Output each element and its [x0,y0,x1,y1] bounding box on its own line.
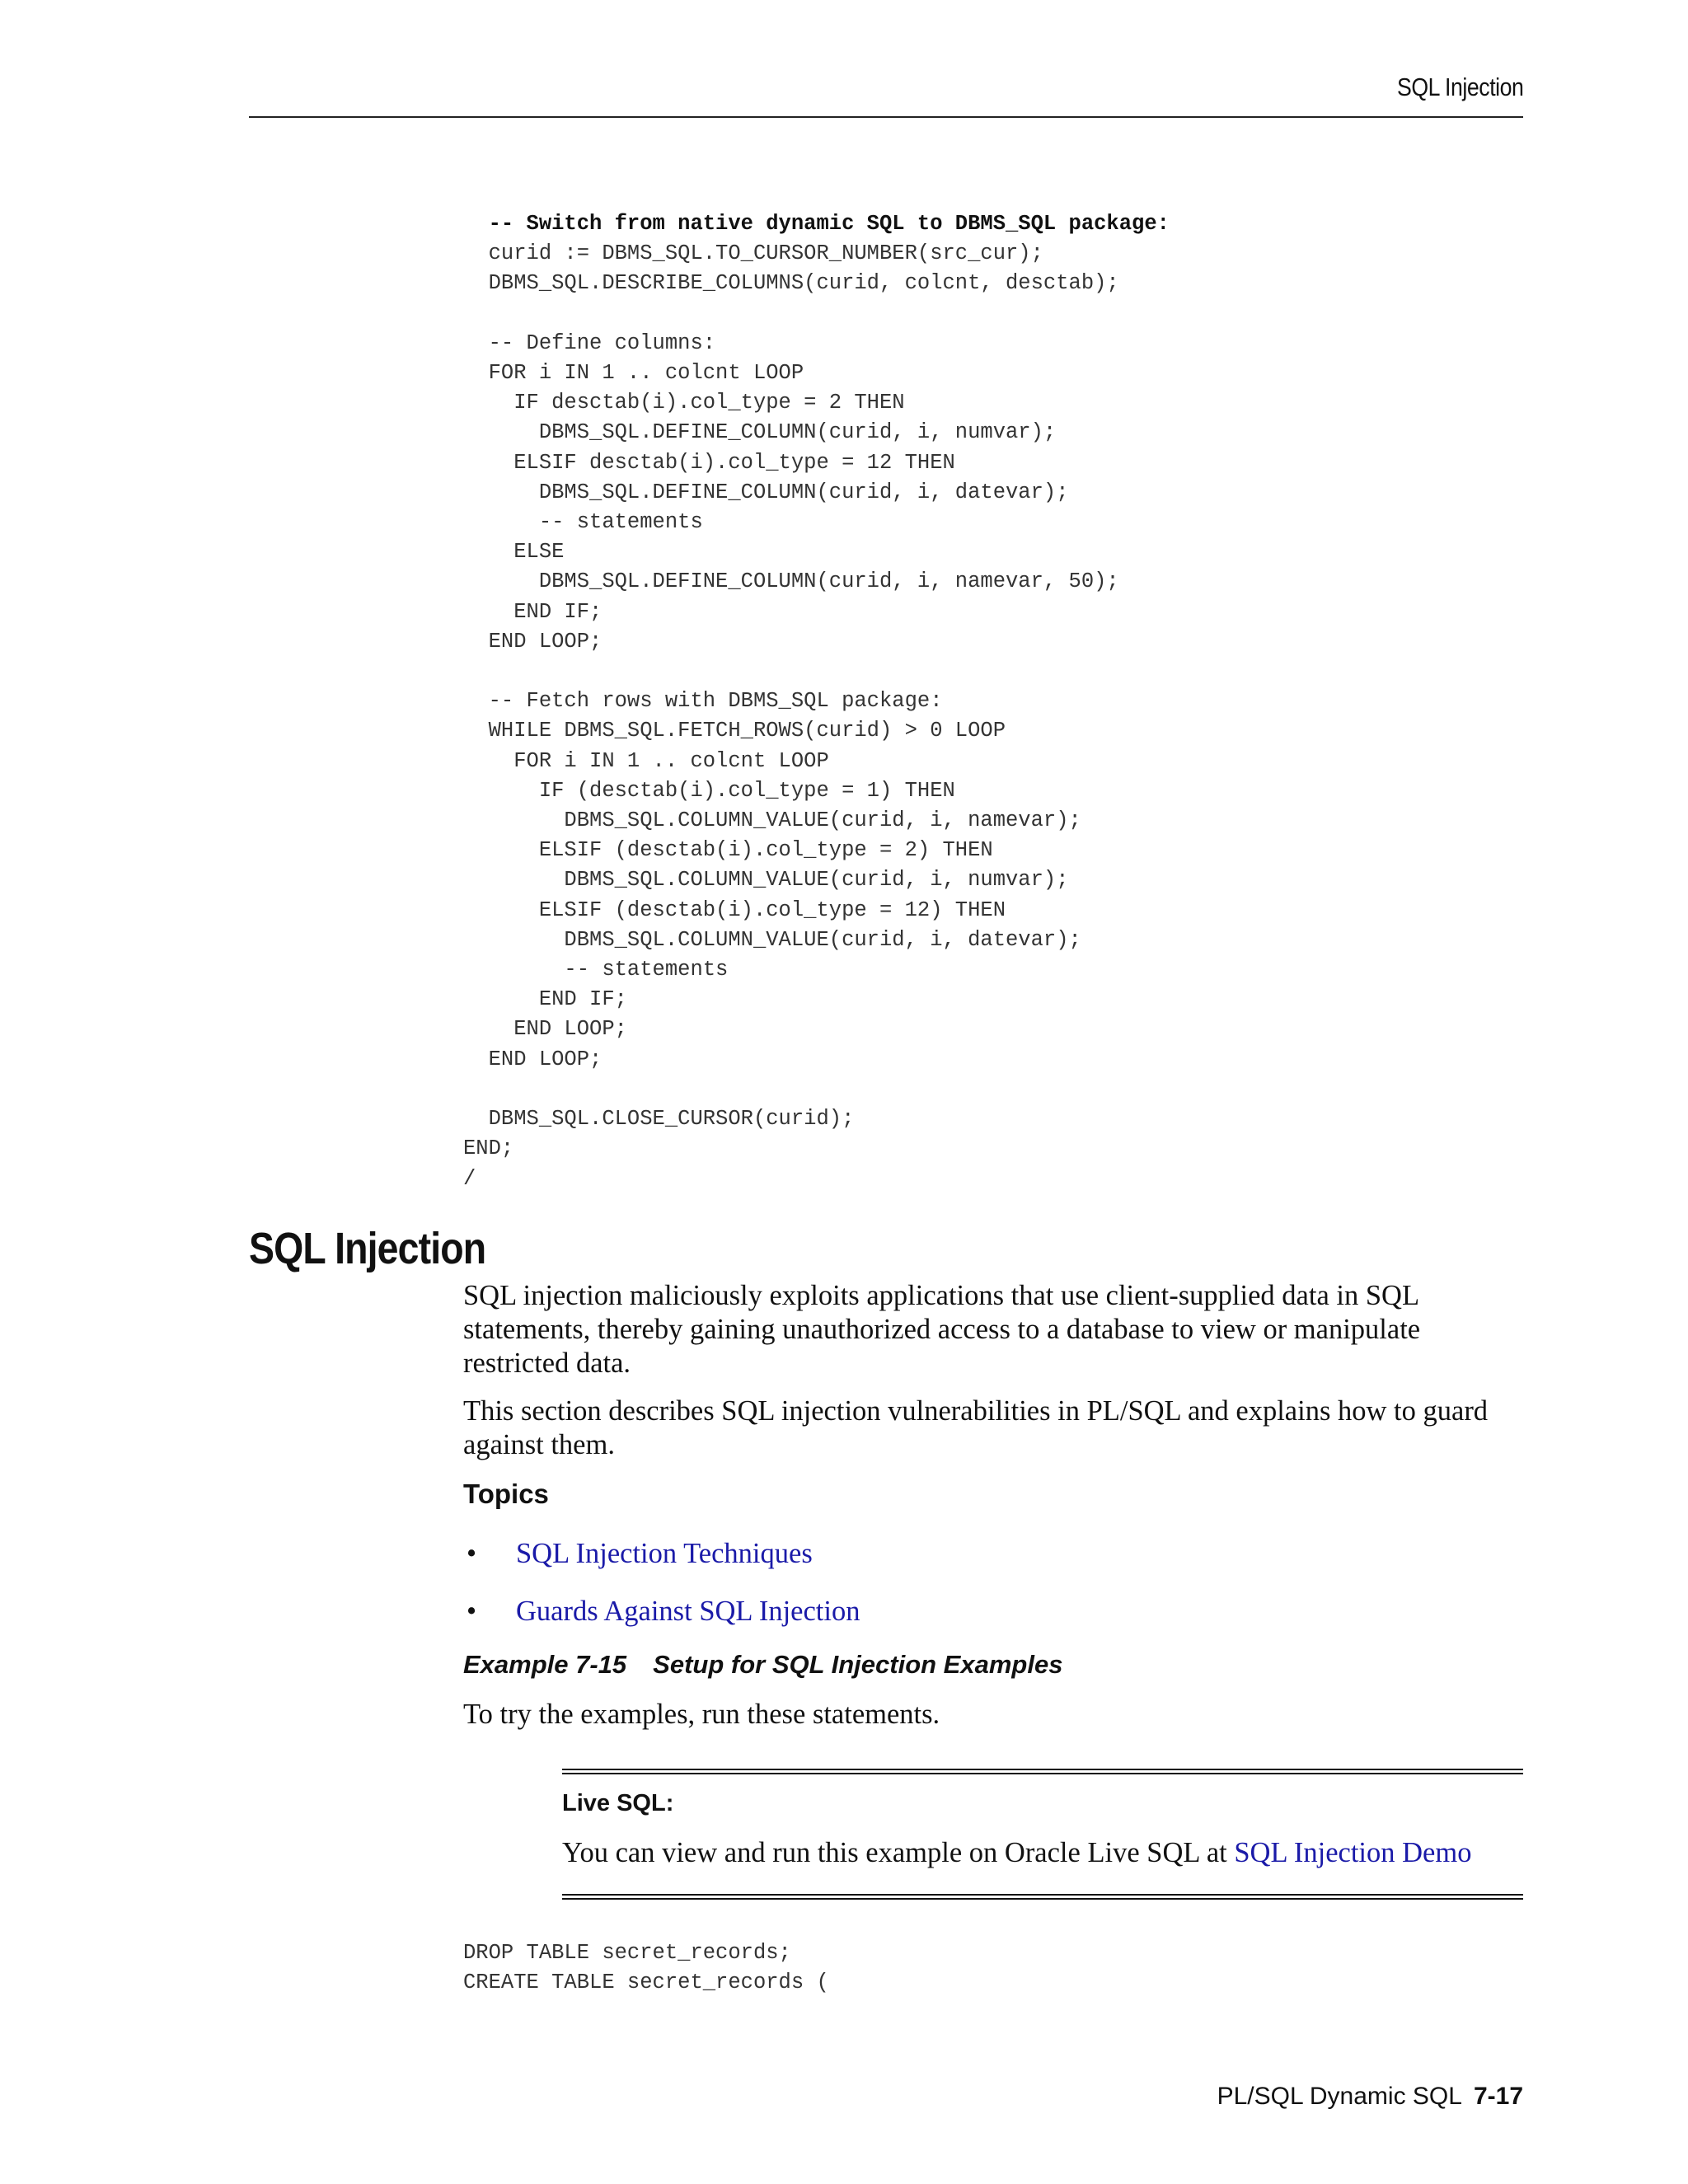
note-text [562,1836,1471,1870]
live-sql-note [562,1769,1523,1902]
page-footer [1217,2083,1523,2111]
example-caption [463,1650,1062,1680]
link-sql-injection-demo[interactable]: SQL Injection Demo [1234,1837,1472,1868]
example-title: Setup for SQL Injection Examples [653,1650,1063,1679]
code-body: curid := DBMS_SQL.TO_CURSOR_NUMBER(src_cur); DBMS_SQL.DESCRIBE_COLUMNS(curid, colcnt, desctab); -- Define columns: FOR i IN 1 .. colcnt LOOP IF desctab(i).col_type = 2 THEN DBMS_SQL.DEFINE_COLUMN(curid, i, numvar); ELSIF desctab(i).col_type = 12 THEN DBMS_SQL.DEFINE_COLUMN(curid, i, datevar); -- statements ELSE DBMS_SQL.DEFINE_COLUMN(curid, i, namevar, 50); END IF; END LOOP; -- Fetch rows with DBMS_SQL package: WHILE DBMS_SQL.FETCH_ROWS(curid) > 0 LOOP FOR i IN 1 .. colcnt LOOP IF (desctab(i).col_type = 1) THEN DBMS_SQL.COLUMN_VALUE(curid, i, namevar); ELSIF (desctab(i).col_type = 2) THEN DBMS_SQL.COLUMN_VALUE(curid, i, numvar); ELSIF (desctab(i).col_type = 12) THEN DBMS_SQL.COLUMN_VALUE(curid, i, datevar); -- statements END IF; END LOOP; END LOOP; DBMS_SQL.CLOSE_CURSOR(curid); END; / [463,241,1119,1191]
header-rule [249,116,1523,118]
footer-label: PL/SQL Dynamic SQL [1217,2083,1462,2110]
note-text-body: You can view and run this example on Oracle Live SQL at [562,1837,1235,1868]
link-sql-injection-techniques[interactable]: SQL Injection Techniques [516,1538,813,1569]
section-heading: SQL Injection [249,1224,486,1273]
bullet-icon: • [467,1538,477,1569]
code-block-setup: DROP TABLE secret_records; CREATE TABLE secret_records ( [463,1941,829,1995]
note-bottom-rule [562,1894,1523,1900]
intro-paragraph: SQL injection maliciously exploits applications that use client-supplied data in SQL statements, thereby gaining unauthorized access to a database to view or manipulate restricted data. [463,1280,1421,1379]
example-number: Example 7-15 [463,1650,627,1679]
bullet-icon: • [467,1596,477,1627]
code-bold-comment: -- Switch from native dynamic SQL to DBMS_SQL package: [463,212,1170,236]
note-title: Live SQL: [562,1790,674,1816]
topics-heading: Topics [463,1479,549,1509]
running-header-title: SQL Injection [1396,73,1523,101]
example-instructions: To try the examples, run these statements. [463,1699,940,1730]
code-block-dbms-sql [463,209,1170,1194]
section-description: This section describes SQL injection vulnerabilities in PL/SQL and explains how to guard against them. [463,1395,1489,1460]
note-top-rule [562,1769,1523,1774]
page-number: 7-17 [1473,2083,1523,2110]
link-guards-against-sql-injection[interactable]: Guards Against SQL Injection [516,1596,860,1627]
